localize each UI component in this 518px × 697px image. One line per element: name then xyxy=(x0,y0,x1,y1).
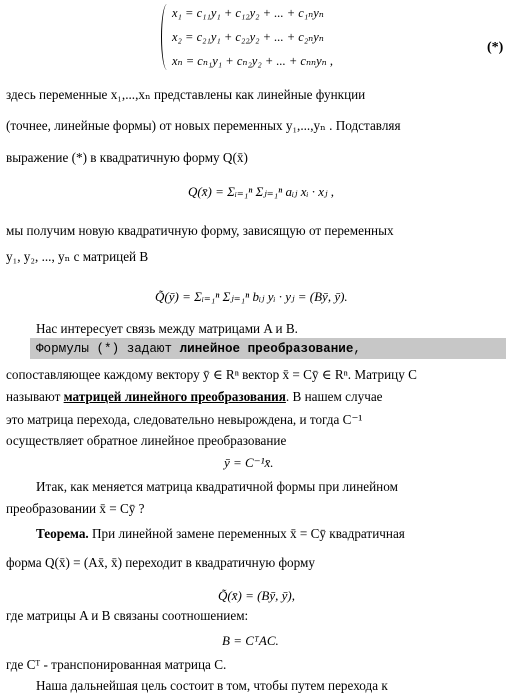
text-line: форма Q(x̄) = (Ax̄, x̄) переходит в квадратичную форму xyxy=(6,555,315,570)
system-equation-3: xₙ = cₙ₁y₁ + cₙ₂y₂ + ... + cₙₙyₙ , xyxy=(172,54,333,68)
highlight-punct: , xyxy=(353,342,361,356)
text-line: осуществляет обратное линейное преобразование xyxy=(6,433,287,448)
formula-q-tilde-2: Q̃(x̄) = (Bȳ, ȳ), xyxy=(218,588,295,603)
text-line: (точнее, линейные формы) от новых переменных y₁,...,yₙ . Подставляя xyxy=(6,118,401,133)
text-line: y₁, y₂, ..., yₙ с матрицей B xyxy=(6,249,149,264)
theorem-label: Теорема. xyxy=(36,526,89,541)
formula-b: B = CᵀAC. xyxy=(222,633,279,648)
highlight-bold-term: линейное преобразование xyxy=(179,342,354,356)
system-brace xyxy=(161,4,168,70)
text-fragment: называют xyxy=(6,389,64,404)
formula-q-tilde: Q̃(ȳ) = Σᵢ₌₁ⁿ Σⱼ₌₁ⁿ bᵢⱼ yᵢ · yⱼ = (Bȳ, ȳ). xyxy=(155,289,348,304)
system-equation-2: x₂ = c₂₁y₁ + c₂₂y₂ + ... + c₂ₙyₙ xyxy=(172,30,324,44)
text-line: Итак, как меняется матрица квадратичной формы при линейном xyxy=(36,479,398,494)
text-line xyxy=(6,386,518,408)
text-line: здесь переменные x₁,...,xₙ представлены как линейные функции xyxy=(6,87,366,102)
text-line: выражение (*) в квадратичную форму Q(x̄) xyxy=(6,150,248,165)
text-line: это матрица перехода, следовательно невырождена, и тогда C⁻¹ xyxy=(6,412,363,427)
formula-tag: (*) xyxy=(487,40,504,55)
system-equation-1: x₁ = c₁₁y₁ + c₁₂y₂ + ... + c₁ₙyₙ xyxy=(172,6,324,20)
formula-q: Q(x̄) = Σᵢ₌₁ⁿ Σⱼ₌₁ⁿ aᵢⱼ xᵢ · xⱼ , xyxy=(188,184,335,199)
text-line: Нас интересует связь между матрицами A и B. xyxy=(36,321,298,336)
text-line: мы получим новую квадратичную форму, зависящую от переменных xyxy=(6,223,394,238)
text-line: Наша дальнейшая цель состоит в том, чтобы путем перехода к xyxy=(36,678,388,693)
bold-term: матрицей линейного преобразования xyxy=(63,389,286,404)
formula-inverse: ȳ = C⁻¹x̄. xyxy=(224,455,274,470)
text-line: где Cᵀ - транспонированная матрица C. xyxy=(6,657,227,672)
text-line: преобразовании x̄ = Cȳ ? xyxy=(6,501,145,516)
text-line: сопоставляющее каждому вектору ȳ ∈ Rⁿ вектор x̄ = Cȳ ∈ Rⁿ. Матрицу C xyxy=(6,367,417,382)
highlighted-text-line xyxy=(36,337,518,359)
text-fragment: . В нашем случае xyxy=(285,389,383,404)
text-fragment: При линейной замене переменных x̄ = Cȳ квадратичная xyxy=(88,526,405,541)
text-line: где матрицы A и B связаны соотношением: xyxy=(6,608,249,623)
highlight-text: Формулы (*) задают xyxy=(36,342,180,356)
theorem-line xyxy=(36,523,518,545)
